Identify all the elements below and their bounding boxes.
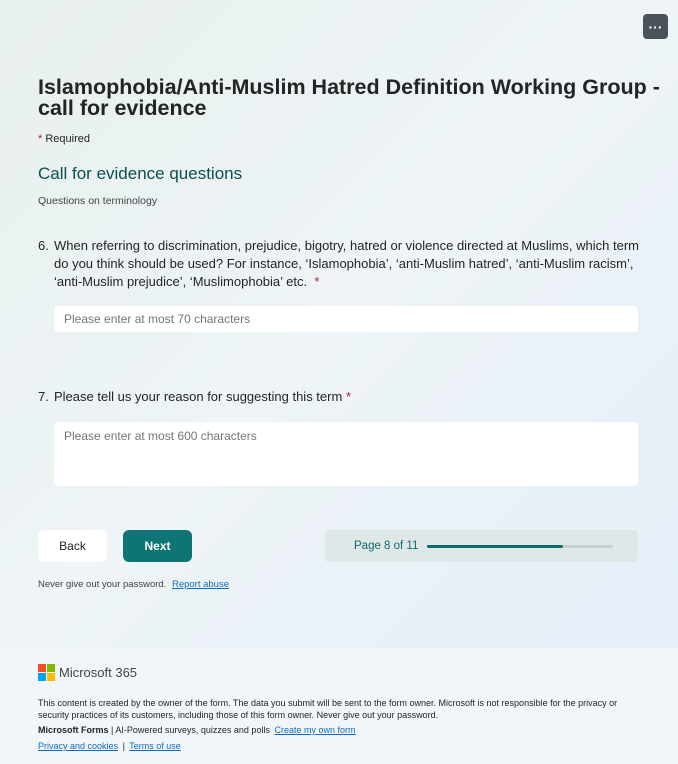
question-6-text: When referring to discrimination, prejudice, bigotry, hatred or violence directed at Muslims, which term do you think should be used? For instance, ‘Islamophobia’, ‘anti-Muslim hatred’, ‘anti-Muslim racism’, ‘anti-Muslim prejudice’, ‘Muslimophobia’ etc.: [54, 238, 639, 289]
question-number: 7.: [38, 389, 49, 404]
forms-branding: [38, 725, 356, 735]
form-title: Islamophobia/Anti-Muslim Hatred Definition Working Group - call for evidence: [38, 75, 660, 120]
password-note-text: Never give out your password.: [38, 579, 167, 590]
question-6: [38, 237, 643, 291]
section-subtitle: Questions on terminology: [38, 195, 158, 207]
footer-links: [38, 741, 181, 751]
password-note: [38, 579, 229, 590]
microsoft-logo-icon: [38, 664, 54, 680]
required-star: *: [38, 133, 43, 145]
required-star: *: [314, 274, 320, 289]
required-note: [38, 133, 90, 145]
question-6-input[interactable]: [54, 306, 638, 332]
section-title: Call for evidence questions: [38, 164, 243, 183]
footer: [0, 648, 678, 764]
terms-link[interactable]: Terms of use: [129, 741, 181, 751]
page-indicator: Page 8 of 11: [354, 540, 419, 552]
next-button[interactable]: Next: [123, 530, 192, 562]
question-7-label: Please tell us your reason for suggesting this term: [54, 389, 343, 404]
required-star: *: [345, 389, 351, 404]
progress-fill: [427, 545, 563, 548]
microsoft-365-logo: [38, 664, 137, 680]
progress-track: [427, 545, 613, 548]
question-number: 6.: [38, 238, 49, 253]
ellipsis-icon: ···: [648, 18, 663, 35]
report-abuse-link[interactable]: Report abuse: [171, 579, 229, 590]
create-form-link[interactable]: Create my own form: [274, 725, 356, 735]
brand-name: Microsoft 365: [59, 664, 138, 680]
back-button[interactable]: Back: [38, 530, 107, 562]
link-separator: |: [122, 741, 125, 751]
privacy-link[interactable]: Privacy and cookies: [38, 741, 119, 751]
more-options-button[interactable]: [643, 14, 668, 39]
page-progress: [325, 530, 638, 562]
question-7-textarea[interactable]: [54, 422, 638, 486]
question-text: [54, 237, 643, 291]
question-7-text: [54, 389, 351, 404]
forms-brand: Microsoft Forms: [38, 725, 109, 735]
question-7: [38, 389, 351, 404]
footer-disclaimer: This content is created by the owner of the form. The data you submit will be sent to the form owner. Microsoft is not responsible for the privacy or security practices of its customers, including those of this form owner. Never give out your password.: [38, 698, 618, 720]
required-label: Required: [45, 133, 90, 145]
forms-tagline: | AI-Powered surveys, quizzes and polls: [111, 725, 270, 735]
